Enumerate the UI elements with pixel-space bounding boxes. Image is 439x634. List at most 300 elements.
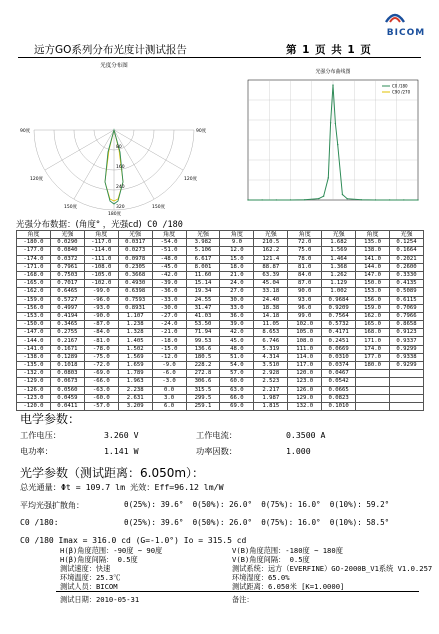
table-cell [356, 386, 390, 394]
table-cell: -15.0 [152, 345, 186, 353]
table-cell: 1.815 [254, 402, 288, 410]
table-cell: -108.0 [84, 263, 118, 271]
table-row [17, 394, 424, 402]
table-row [17, 288, 424, 296]
curve-title: 光强分布曲线图 [315, 69, 351, 75]
table-cell: -162.0 [17, 288, 51, 296]
column-header: 角度 [17, 231, 51, 239]
table-cell: 0.2167 [50, 337, 84, 345]
header-rule [18, 57, 421, 58]
table-cell: 36.0 [220, 312, 254, 320]
data-point [403, 199, 404, 200]
table-row [17, 312, 424, 320]
table-cell: 8.653 [254, 329, 288, 337]
polar-tick-label: 180度 [108, 212, 122, 216]
table-cell: 3.982 [186, 239, 220, 247]
beam-t25: θ(25%): 39.6° [124, 500, 184, 509]
table-cell [389, 370, 423, 378]
table-cell [389, 394, 423, 402]
table-cell: 81.0 [288, 263, 322, 271]
table-row [17, 296, 424, 304]
table-cell: 1.659 [118, 362, 152, 370]
voltage-label: 工作电压： [20, 430, 61, 440]
table-cell [389, 378, 423, 386]
table-cell: 0.2021 [389, 255, 423, 263]
table-cell: 0.0310 [322, 353, 356, 361]
table-cell: 0.2451 [322, 337, 356, 345]
data-point [417, 199, 418, 200]
table-cell: 2.217 [254, 386, 288, 394]
table-cell: 315.5 [186, 386, 220, 394]
table-cell: 136.6 [186, 345, 220, 353]
table-cell: 2.631 [118, 394, 152, 402]
table-cell: 0.5089 [389, 288, 423, 296]
data-point [342, 194, 343, 195]
table-cell: 102.0 [288, 321, 322, 329]
data-point [361, 199, 362, 200]
table-cell: -45.0 [152, 263, 186, 271]
table-cell: 3.209 [118, 402, 152, 410]
polar-radial-label: 160 [116, 165, 125, 170]
table-cell: 53.50 [186, 321, 220, 329]
table-cell: 0.0665 [322, 386, 356, 394]
polar-radial-label: 320 [116, 205, 125, 210]
table-cell: -21.0 [152, 329, 186, 337]
table-cell: -156.0 [17, 304, 51, 312]
table-cell: 0.0372 [50, 255, 84, 263]
table-cell: 1.569 [322, 247, 356, 255]
table-cell: 171.0 [356, 337, 390, 345]
table-cell: 0.3330 [389, 271, 423, 279]
table-cell: 1.569 [118, 353, 152, 361]
table-cell: 1.682 [322, 239, 356, 247]
table-cell: 45.0 [220, 337, 254, 345]
table-cell: -51.0 [152, 247, 186, 255]
table-cell: 0.3465 [50, 321, 84, 329]
table-cell: -165.0 [17, 280, 51, 288]
table-cell: 0.4135 [389, 280, 423, 288]
table-cell: 12.0 [220, 247, 254, 255]
table-cell: 0.0978 [118, 255, 152, 263]
table-cell: 0.9338 [389, 353, 423, 361]
table-cell: -132.0 [17, 370, 51, 378]
table-cell: 3.510 [254, 362, 288, 370]
polar-tick-label: 90度 [196, 129, 207, 134]
test-system: 测试系统：远方（EVERFINE）GO-2000B_V1系统 V1.0.257 [232, 564, 433, 573]
polar-distribution-chart [16, 60, 212, 216]
table-cell: 0.7503 [50, 271, 84, 279]
table-cell: 162.0 [356, 312, 390, 320]
column-header: 光强 [186, 231, 220, 239]
table-cell: 180.5 [186, 353, 220, 361]
table-cell: 259.1 [186, 402, 220, 410]
power-label: 电功率： [20, 446, 53, 456]
column-header: 光强 [50, 231, 84, 239]
data-point [335, 123, 336, 124]
table-cell: -3.0 [152, 378, 186, 386]
table-cell: -120.0 [17, 402, 51, 410]
polar-grid [34, 130, 194, 210]
table-cell: 174.0 [356, 345, 390, 353]
table-cell: -66.0 [84, 378, 118, 386]
report-title: 远方GO系列分布光度计测试报告 [34, 44, 187, 56]
table-cell: 299.5 [186, 394, 220, 402]
table-row [17, 255, 424, 263]
table-cell: 147.0 [356, 271, 390, 279]
table-row [17, 362, 424, 370]
table-cell: -111.0 [84, 255, 118, 263]
table-row [17, 271, 424, 279]
v-range: V(B)角度范围：-180度 ~ 180度 [232, 546, 343, 555]
table-cell: 1.405 [118, 337, 152, 345]
table-cell: 0.1254 [389, 239, 423, 247]
table-cell: 0.0673 [50, 378, 84, 386]
flux-line: 总光通量：Φt = 109.7 lm 光效：Eff=96.12 lm/W [20, 482, 224, 492]
table-row [17, 378, 424, 386]
table-cell: -18.0 [152, 337, 186, 345]
table-cell: 60.0 [220, 378, 254, 386]
data-point [337, 144, 338, 145]
beam-angle-label: 平均光强扩散角： [20, 501, 84, 510]
beam-t50: θ(50%): 26.0° [192, 518, 253, 527]
table-cell: -138.0 [17, 353, 51, 361]
table-header-row [17, 231, 424, 239]
table-cell: 129.0 [288, 394, 322, 402]
table-cell: 75.0 [288, 247, 322, 255]
table-cell: 1.502 [118, 345, 152, 353]
table-cell: 51.0 [220, 353, 254, 361]
table-cell: 306.6 [186, 378, 220, 386]
table-cell: -60.0 [84, 394, 118, 402]
table-cell: 88.87 [254, 263, 288, 271]
test-speed: 测试速度：快速 [60, 564, 111, 573]
table-cell: 0.7017 [50, 280, 84, 288]
table-cell: 105.0 [288, 329, 322, 337]
table-cell: 177.0 [356, 353, 390, 361]
table-cell: 0.0411 [50, 402, 84, 410]
table-cell: 159.0 [356, 304, 390, 312]
table-cell: 0.1018 [50, 362, 84, 370]
power-value: 1.141 W [104, 446, 139, 456]
table-cell: 0.4171 [322, 329, 356, 337]
polar-tick-label: 90度 [20, 129, 31, 134]
table-cell: 0.0290 [50, 239, 84, 247]
table-cell: 0.2305 [118, 263, 152, 271]
beam-row-avg [124, 500, 389, 509]
table-cell: 0.9684 [322, 296, 356, 304]
table-cell: 0.1010 [322, 402, 356, 410]
table-cell: 96.0 [288, 304, 322, 312]
table-cell: 0.0560 [50, 386, 84, 394]
table-cell: 15.0 [220, 255, 254, 263]
legend-entry: C90 /270 [392, 89, 411, 95]
column-header: 光强 [389, 231, 423, 239]
table-cell: 0.0317 [118, 239, 152, 247]
table-cell: 9.0 [220, 239, 254, 247]
table-cell: -177.0 [17, 247, 51, 255]
table-cell: 48.0 [220, 345, 254, 353]
column-header: 光强 [118, 231, 152, 239]
table-cell: 0.8658 [389, 321, 423, 329]
electrical-heading: 电学参数： [20, 412, 81, 426]
table-cell: 1.002 [322, 288, 356, 296]
table-cell: -24.0 [152, 321, 186, 329]
table-cell [356, 394, 390, 402]
polar-tick-label: 120度 [30, 177, 44, 182]
table-cell: 30.0 [220, 296, 254, 304]
power-factor-value: 1.000 [286, 446, 311, 456]
table-cell: 57.0 [220, 370, 254, 378]
table-cell: 228.2 [186, 362, 220, 370]
h-range: H(β)角度范围：-90度 ~ 90度 [60, 546, 163, 555]
table-cell: 0.9299 [389, 345, 423, 353]
table-cell: 24.55 [186, 296, 220, 304]
table-cell: 0.0 [152, 386, 186, 394]
table-cell: 6.0 [152, 402, 186, 410]
table-cell: 138.0 [356, 247, 390, 255]
table-cell: 78.0 [288, 255, 322, 263]
table-cell: 0.3668 [118, 271, 152, 279]
beam-plane-label: C0 /180: [20, 518, 59, 527]
data-point [318, 198, 319, 199]
table-cell: 111.0 [288, 345, 322, 353]
table-cell: 0.0467 [322, 370, 356, 378]
data-point [375, 199, 376, 200]
footer-rule [56, 591, 419, 592]
table-cell: -126.0 [17, 386, 51, 394]
intensity-curve-chart [226, 64, 426, 214]
table-cell: 150.0 [356, 280, 390, 288]
table-cell: -30.0 [152, 304, 186, 312]
table-cell: 1.789 [118, 370, 152, 378]
table-cell: 3.0 [152, 394, 186, 402]
polar-tick-label: 120度 [184, 177, 198, 182]
page-indicator: 第 1 页 共 1 页 [286, 44, 372, 56]
table-cell: 0.1664 [389, 247, 423, 255]
table-cell: 2.238 [118, 386, 152, 394]
table-cell: 0.5732 [322, 321, 356, 329]
table-cell: -102.0 [84, 280, 118, 288]
polar-radial-label: 80 [116, 145, 122, 150]
table-row [17, 321, 424, 329]
legend-entry: C0 /180 [392, 83, 408, 89]
table-cell: 87.0 [288, 280, 322, 288]
table-cell: 6.746 [254, 337, 288, 345]
test-distance: 测试距离：6.050米 [K=1.0000] [232, 582, 345, 591]
table-cell: 1.262 [322, 271, 356, 279]
logo-mark-icon [384, 8, 406, 24]
table-cell: 0.0669 [322, 345, 356, 353]
table-cell: 0.7564 [322, 312, 356, 320]
table-row [17, 263, 424, 271]
optical-heading: 光学参数（测试距离：6.050m）： [20, 466, 205, 480]
table-cell: 0.7961 [50, 263, 84, 271]
table-cell: -72.0 [84, 362, 118, 370]
table-cell: 0.9299 [389, 362, 423, 370]
table-cell: 31.47 [186, 304, 220, 312]
table-cell: 63.39 [254, 271, 288, 279]
table-cell: 126.0 [288, 386, 322, 394]
table-cell: 0.7593 [118, 296, 152, 304]
distribution-label [16, 218, 183, 230]
column-header: 角度 [288, 231, 322, 239]
beam-t25: θ(25%): 39.6° [124, 518, 184, 527]
table-cell: 168.0 [356, 329, 390, 337]
data-point [323, 195, 324, 196]
voltage-value: 3.260 V [104, 430, 139, 440]
beam-row-c0 [124, 518, 389, 527]
beam-t75: θ(75%): 16.0° [261, 500, 321, 509]
column-header: 光强 [322, 231, 356, 239]
distribution-label-units: (角度° ，光强cd) [75, 220, 142, 230]
table-cell: 0.0273 [118, 247, 152, 255]
table-cell: 21.0 [220, 271, 254, 279]
table-cell: 135.0 [356, 239, 390, 247]
table-row [17, 239, 424, 247]
table-cell: 39.0 [220, 321, 254, 329]
data-point [332, 84, 333, 85]
table-cell: -135.0 [17, 362, 51, 370]
column-header: 角度 [84, 231, 118, 239]
table-cell: 1.107 [118, 312, 152, 320]
table-cell: 1.368 [322, 263, 356, 271]
table-cell: 121.4 [254, 255, 288, 263]
table-cell: 24.0 [220, 280, 254, 288]
table-cell: -48.0 [152, 255, 186, 263]
beam-t10: θ(10%): 59.2° [329, 500, 390, 509]
logo-text: BICOM [386, 28, 426, 38]
table-cell: -144.0 [17, 337, 51, 345]
data-point [389, 199, 390, 200]
table-cell: 0.0459 [50, 394, 84, 402]
polar-radial-label: 240 [116, 185, 125, 190]
column-header: 角度 [220, 231, 254, 239]
table-cell: 11.05 [254, 321, 288, 329]
imax-line: C0 /180 Imax = 316.0 cd (G=-1.0°) Io = 315.5 cd [20, 536, 247, 545]
table-cell: 6.617 [186, 255, 220, 263]
table-cell: -99.0 [84, 288, 118, 296]
v-step: V(B)角度间隔： 0.5度 [232, 555, 310, 564]
table-cell: -150.0 [17, 321, 51, 329]
table-cell: -6.0 [152, 370, 186, 378]
table-cell: -81.0 [84, 337, 118, 345]
table-cell: 1.987 [254, 394, 288, 402]
table-cell: -9.0 [152, 362, 186, 370]
table-cell: 0.0823 [322, 394, 356, 402]
table-cell: 93.0 [288, 296, 322, 304]
table-cell: -69.0 [84, 370, 118, 378]
table-cell: 180.0 [356, 362, 390, 370]
table-cell: 41.03 [186, 312, 220, 320]
table-cell: 0.6398 [118, 288, 152, 296]
data-point [346, 198, 347, 199]
data-point [330, 122, 331, 123]
beam-t10: θ(10%): 58.5° [329, 518, 390, 527]
table-cell: 99.53 [186, 337, 220, 345]
table-cell: 0.4997 [50, 304, 84, 312]
table-cell: -39.0 [152, 280, 186, 288]
table-cell: 42.0 [220, 329, 254, 337]
table-cell: 0.0374 [322, 362, 356, 370]
data-point [290, 199, 291, 200]
table-cell: -114.0 [84, 247, 118, 255]
distribution-label-prefix: 光强分布数据： [16, 220, 76, 230]
table-cell: 15.14 [186, 280, 220, 288]
company-logo [384, 8, 428, 38]
table-cell: 0.5727 [50, 296, 84, 304]
table-cell: 5.106 [186, 247, 220, 255]
table-row [17, 280, 424, 288]
table-cell: 90.0 [288, 288, 322, 296]
table-cell: 0.9337 [389, 337, 423, 345]
table-cell [389, 402, 423, 410]
current-label: 工作电流： [196, 430, 237, 440]
table-cell: 0.1671 [50, 345, 84, 353]
table-cell: 123.0 [288, 378, 322, 386]
table-cell: -105.0 [84, 271, 118, 279]
table-cell: -57.0 [84, 402, 118, 410]
table-cell: 5.319 [254, 345, 288, 353]
table-cell: -84.0 [84, 329, 118, 337]
distribution-label-plane: C0 /180 [147, 220, 183, 230]
table-cell: 0.9123 [389, 329, 423, 337]
beam-t75: θ(75%): 16.0° [261, 518, 321, 527]
test-date: 测试日期：2010-05-31 [60, 595, 140, 604]
table-cell: -117.0 [84, 239, 118, 247]
table-cell: 0.0542 [322, 378, 356, 386]
beam-angle-row [20, 500, 84, 511]
table-cell: -96.0 [84, 296, 118, 304]
table-cell: 69.0 [220, 402, 254, 410]
table-cell: 18.0 [220, 263, 254, 271]
table-cell: 14.18 [254, 312, 288, 320]
table-cell: -147.0 [17, 329, 51, 337]
table-cell: 0.7966 [389, 312, 423, 320]
table-cell: 1.129 [322, 280, 356, 288]
ambient-humidity: 环境湿度：65.0% [232, 573, 290, 582]
table-cell: 0.2755 [50, 329, 84, 337]
table-cell [356, 378, 390, 386]
table-cell: 84.0 [288, 271, 322, 279]
polar-tick-label: 150度 [64, 205, 78, 210]
table-cell: 0.4194 [50, 312, 84, 320]
beam-t50: θ(50%): 26.0° [192, 500, 253, 509]
table-cell: 141.0 [356, 255, 390, 263]
table-cell: 72.0 [288, 239, 322, 247]
table-cell: 27.0 [220, 288, 254, 296]
table-cell: 99.0 [288, 312, 322, 320]
table-row [17, 329, 424, 337]
table-cell: 210.5 [254, 239, 288, 247]
table-cell: 2.928 [254, 370, 288, 378]
table-cell: 153.0 [356, 288, 390, 296]
polar-tick-label: 150度 [152, 205, 166, 210]
column-header: 光强 [254, 231, 288, 239]
table-cell: -42.0 [152, 271, 186, 279]
polar-title: 光度分布图 [100, 63, 128, 69]
table-cell: 24.40 [254, 296, 288, 304]
table-cell: -174.0 [17, 255, 51, 263]
h-step: H(β)角度间隔： 0.5度 [60, 555, 138, 564]
table-cell: 33.0 [220, 304, 254, 312]
table-cell [389, 386, 423, 394]
table-cell: -78.0 [84, 345, 118, 353]
table-cell: 0.9209 [322, 304, 356, 312]
table-cell [356, 370, 390, 378]
table-cell: 132.0 [288, 402, 322, 410]
table-cell: 1.238 [118, 321, 152, 329]
data-point [247, 199, 248, 200]
